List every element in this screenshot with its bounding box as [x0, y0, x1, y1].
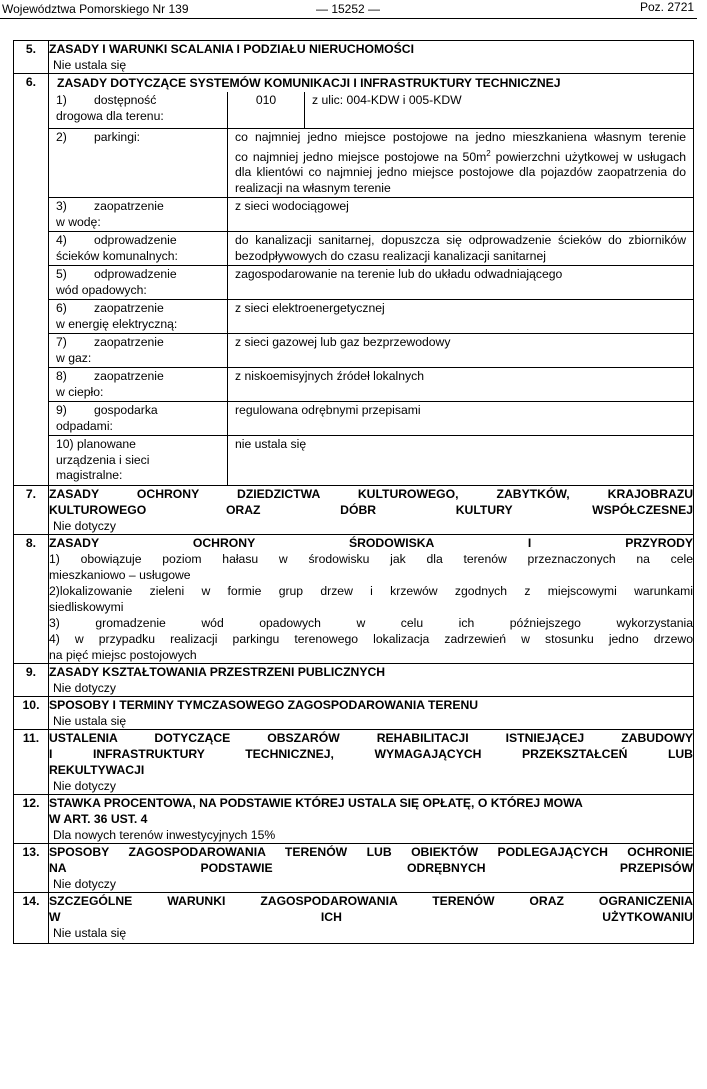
section-title: STAWKA PROCENTOWA, NA PODSTAWIE KTÓREJ USTALA SIĘ OPŁATĘ, O KTÓREJ MOWA	[49, 795, 583, 810]
row-parking	[49, 129, 693, 198]
section-number: 12.	[14, 794, 49, 843]
row-value: z niskoemisyjnych źródeł lokalnych	[228, 368, 694, 402]
section-title: ZASADY KSZTAŁTOWANIA PRZESTRZENI PUBLICZNYCH	[49, 664, 386, 679]
row-value: z sieci elektroenergetycznej	[228, 300, 694, 334]
row-value: nie ustala się	[228, 436, 694, 485]
section-body: Nie dotyczy	[53, 518, 116, 533]
row-label: 9) gospodarka odpadami:	[49, 402, 228, 436]
row-label: 2) parkingi:	[49, 129, 228, 198]
journal-title: Województwa Pomorskiego Nr 139	[2, 2, 189, 16]
row-label: 7) zaopatrzenie w gaz:	[49, 334, 228, 368]
env-item-2: 2)lokalizowanie zieleni w formie grup drzew i krzewów zgodnych z miejscowymi warunkami	[49, 583, 693, 598]
section-title: USTALENIA DOTYCZĄCE OBSZARÓW REHABILITACJI ISTNIEJĄCEJ ZABUDOWY	[49, 730, 693, 745]
section-body: Dla nowych terenów inwestycyjnych 15%	[53, 827, 276, 842]
section-number: 9.	[14, 663, 49, 696]
section-number: 14.	[14, 892, 49, 943]
section-title: SZCZEGÓLNE WARUNKI ZAGOSPODAROWANIA TERENÓW ORAZ OGRANICZENIA	[49, 893, 693, 908]
regulations-table	[13, 40, 694, 944]
header-rule	[0, 18, 697, 19]
road-code: 010	[228, 92, 305, 128]
row-value: co najmniej jedno miejsce postojowe na jedno mieszkaniena własnym terenie co najmniej jedno miejsce postojowe na $50m^2$ powierzchni użytkowej w usługach dla klientówi co najmniej jedno miejsce postojowe dla pojazdów zaopatrzenia do realizacji na własnym terenie	[228, 129, 694, 198]
section-title: SPOSOBY I TERMINY TYMCZASOWEGO ZAGOSPODAROWANIA TERENU	[49, 697, 479, 712]
section-body: Nie ustala się	[53, 925, 127, 940]
row-value: regulowana odrębnymi przepisami	[228, 402, 694, 436]
row-rainwater	[49, 266, 693, 300]
section-body: Nie dotyczy	[53, 778, 116, 793]
row-access	[49, 92, 693, 129]
section-10	[14, 696, 694, 729]
section-title-cont: W ICH UŻYTKOWANIU	[49, 909, 693, 924]
section-12	[14, 794, 694, 843]
section-body: Nie ustala się	[53, 58, 127, 72]
row-gas	[49, 334, 693, 368]
section-title-cont: KULTUROWEGO ORAZ DÓBR KULTURY WSPÓŁCZESNEJ	[49, 502, 693, 517]
row-value: zagospodarowanie na terenie lub do układu odwadniającego	[228, 266, 694, 300]
row-label: 5) odprowadzenie wód opadowych:	[49, 266, 228, 300]
row-label: 3) zaopatrzenie w wodę:	[49, 198, 228, 232]
section-11	[14, 729, 694, 794]
section-body: Nie ustala się	[53, 713, 127, 728]
row-planned-networks	[49, 436, 693, 485]
section-title-cont: NA PODSTAWIE ODRĘBNYCH PRZEPISÓW	[49, 860, 693, 875]
row-electricity	[49, 300, 693, 334]
row-value: do kanalizacji sanitarnej, dopuszcza się odprowadzenie ścieków do zbiorników bezodpływowych do czasu realizacji kanalizacji sanitarnej	[228, 232, 694, 266]
section-title: ZASADY OCHRONY ŚRODOWISKA I PRZYRODY	[49, 535, 693, 550]
row-value: z sieci gazowej lub gaz bezprzewodowy	[228, 334, 694, 368]
section-body: Nie dotyczy	[53, 680, 116, 695]
position-number: Poz. 2721	[640, 0, 695, 14]
row-label: 1) dostępność drogowa dla terenu:	[49, 92, 228, 129]
infrastructure-table	[49, 92, 693, 485]
row-sewage	[49, 232, 693, 266]
section-title-cont: I INFRASTRUKTURY TECHNICZNEJ, WYMAGAJĄCYCH PRZEKSZTAŁCEŃ LUB	[49, 746, 693, 761]
section-title: ZASADY DOTYCZĄCE SYSTEMÓW KOMUNIKACJI I INFRASTRUKTURY TECHNICZNEJ	[57, 76, 561, 90]
page-header	[0, 0, 707, 18]
section-title: ZASADY I WARUNKI SCALANIA I PODZIAŁU NIERUCHOMOŚCI	[49, 42, 414, 56]
row-label: 4) odprowadzenie ścieków komunalnych:	[49, 232, 228, 266]
env-item-1: 1) obowiązuje poziom hałasu w środowisku jak dla terenów przeznaczonych na cele	[49, 551, 693, 566]
section-number: 5.	[14, 41, 49, 74]
row-value: z ulic: 004-KDW i 005-KDW	[305, 92, 694, 128]
section-number: 13.	[14, 843, 49, 892]
section-title: SPOSOBY ZAGOSPODAROWANIA TERENÓW LUB OBIEKTÓW PODLEGAJĄCYCH OCHRONIE	[49, 844, 693, 859]
row-water	[49, 198, 693, 232]
section-title: ZASADY OCHRONY DZIEDZICTWA KULTUROWEGO, ZABYTKÓW, KRAJOBRAZU	[49, 486, 693, 501]
env-item-1-cont: mieszkaniowo – usługowe	[49, 567, 191, 582]
section-number: 11.	[14, 729, 49, 794]
section-7	[14, 485, 694, 534]
env-item-2-cont: siedliskowymi	[49, 599, 124, 614]
env-item-3: 3) gromadzenie wód opadowych w celu ich późniejszego wykorzystania	[49, 615, 693, 630]
page-number: — 15252 —	[316, 2, 381, 16]
section-number: 6.	[14, 74, 49, 486]
section-8	[14, 534, 694, 663]
section-5	[14, 41, 694, 74]
section-body: Nie dotyczy	[53, 876, 116, 891]
section-number: 10.	[14, 696, 49, 729]
row-label: 8) zaopatrzenie w ciepło:	[49, 368, 228, 402]
section-title-cont: REKULTYWACJI	[49, 762, 145, 777]
row-heat	[49, 368, 693, 402]
section-number: 7.	[14, 485, 49, 534]
section-number: 8.	[14, 534, 49, 663]
row-waste	[49, 402, 693, 436]
row-label: 10) planowane urządzenia i sieci magistralne:	[49, 436, 228, 485]
row-value: z sieci wodociągowej	[228, 198, 694, 232]
section-title-cont: W ART. 36 UST. 4	[49, 811, 148, 826]
env-item-4-cont: na pięć miejsc postojowych	[49, 647, 197, 662]
section-6	[14, 74, 694, 486]
env-item-4: 4) w przypadku realizacji parkingu terenowego lokalizacja zadrzewień w stosunku jedno drzewo	[49, 631, 693, 646]
section-9	[14, 663, 694, 696]
row-label: 6) zaopatrzenie w energię elektryczną:	[49, 300, 228, 334]
section-13	[14, 843, 694, 892]
section-14	[14, 892, 694, 943]
